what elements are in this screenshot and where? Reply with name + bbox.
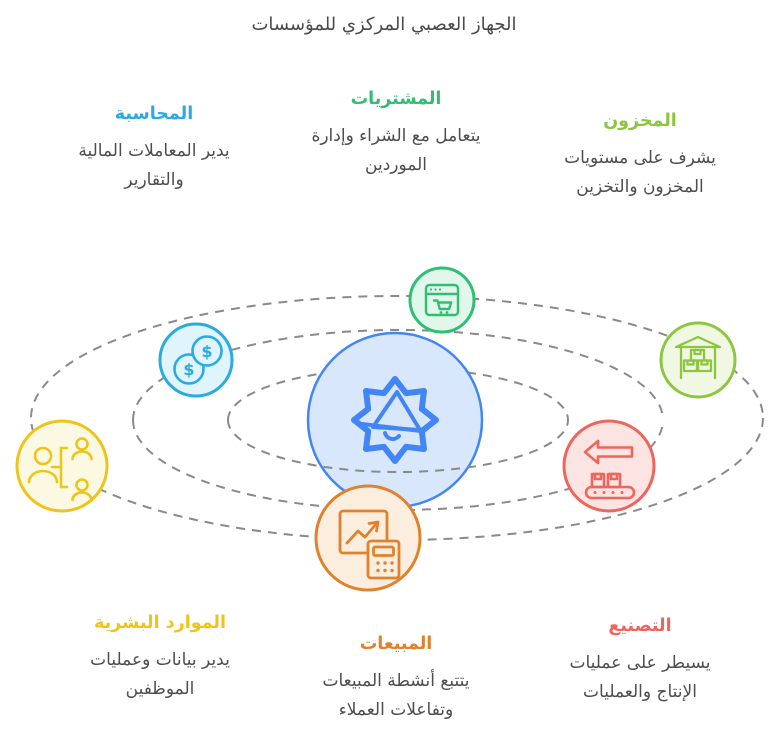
node-circle [410, 268, 474, 332]
module-title: المبيعات [359, 634, 433, 654]
accounting-node [160, 324, 232, 396]
module-title: الموارد البشرية [93, 613, 226, 633]
hr-node [17, 421, 107, 511]
dollar-glyph: $ [183, 360, 195, 379]
module-desc-line2: وتفاعلات العملاء [338, 700, 454, 720]
module-desc-line1: يدير المعاملات المالية [78, 141, 230, 161]
module-title: التصنيع [608, 616, 672, 636]
module-desc-line1: يتعامل مع الشراء وإدارة [311, 126, 481, 146]
module-title: المشتريات [350, 89, 442, 109]
module-desc-line2: الموظفين [125, 679, 195, 699]
module-title: المحاسبة [114, 104, 194, 124]
module-title: المخزون [603, 111, 677, 131]
procurement-node [410, 268, 474, 332]
module-desc-line2: الإنتاج والعمليات [583, 682, 697, 702]
sales-node [316, 486, 420, 590]
module-desc-line2: المخزون والتخزين [576, 177, 704, 197]
dollar-glyph: $ [201, 342, 213, 361]
module-desc-line1: يدير بيانات وعمليات [90, 650, 230, 670]
diagram-title: الجهاز العصبي المركزي للمؤسسات [251, 14, 517, 35]
module-desc-line2: والتقارير [124, 170, 184, 190]
inventory-node [661, 323, 735, 397]
module-desc-line2: الموردين [365, 155, 427, 175]
module-desc-line1: يشرف على مستويات [564, 148, 716, 168]
module-desc-line1: يتتبع أنشطة المبيعات [322, 671, 470, 691]
core-circle [308, 333, 482, 507]
erp-core-node [308, 333, 482, 507]
manufacturing-node [564, 421, 654, 511]
module-desc-line1: يسيطر على عمليات [569, 653, 711, 673]
